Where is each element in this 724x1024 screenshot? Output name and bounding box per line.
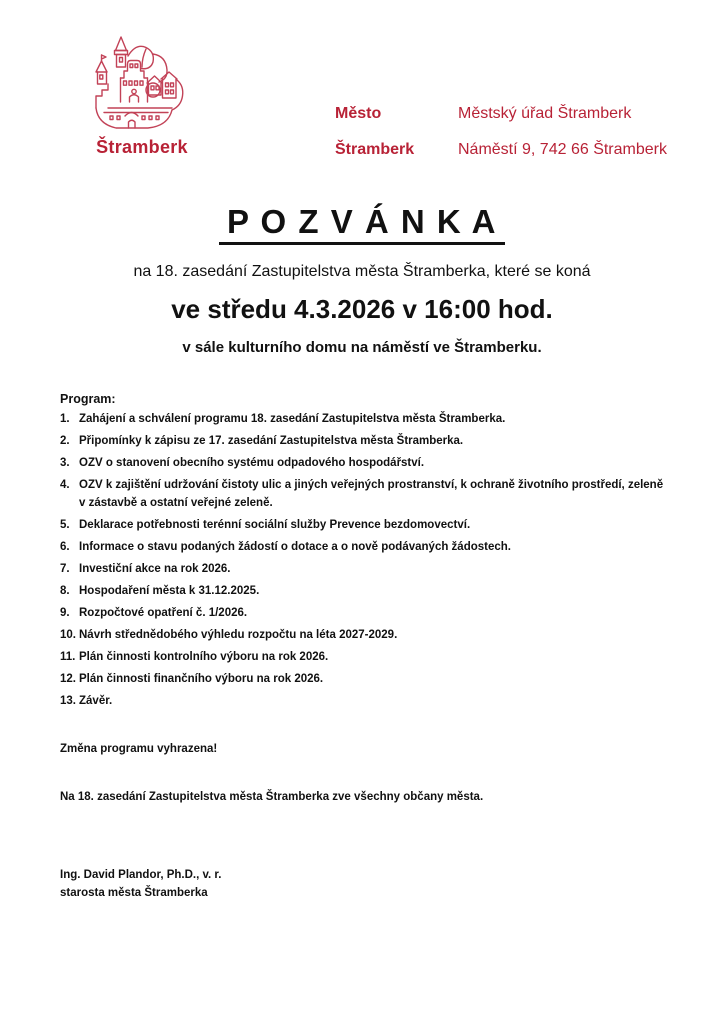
item-number: 11. [60,650,76,663]
program-item [60,454,664,472]
program-item [60,582,664,600]
item-text: Informace o stavu podaných žádostí o dotace a o nově podávaných žádostech. [79,540,511,553]
program-item [60,560,664,578]
item-number: 5. [60,518,70,531]
program-item [60,648,664,666]
page-title: P O Z V Á N K A [219,205,505,245]
letterhead-label-city: Město [335,105,382,122]
document-body [60,205,664,902]
item-number: 13. [60,694,76,707]
item-number: 3. [60,456,70,469]
signature-block [60,866,664,902]
item-number: 10. [60,628,76,641]
letterhead-office: Městský úřad Štramberk [458,105,632,122]
item-number: 8. [60,584,70,597]
signature-name: Ing. David Plandor, Ph.D., v. r. [60,868,222,881]
item-number: 12. [60,672,76,685]
item-text: Deklarace potřebnosti terénní sociální služby Prevence bezdomovectví. [79,518,471,531]
program-item [60,476,664,512]
program-heading: Program: [60,391,116,406]
signature-role: starosta města Štramberka [60,886,208,899]
letterhead [335,104,667,159]
item-text: Návrh střednědobého výhledu rozpočtu na léta 2027-2029. [79,628,398,641]
item-text: OZV k zajištění udržování čistoty ulic a jiných veřejných prostranství, k ochraně životního prostředí, zeleně v zástavbě a ostatní veřejné zeleně. [79,478,664,509]
item-text: Závěr. [79,694,113,707]
program-item [60,516,664,534]
item-text: Hospodaření města k 31.12.2025. [79,584,260,597]
item-text: Plán činnosti kontrolního výboru na rok 2026. [79,650,329,663]
item-text: Rozpočtové opatření č. 1/2026. [79,606,248,619]
program-item [60,626,664,644]
invitation-datetime: ve středu 4.3.2026 v 16:00 hod. [171,293,553,324]
program-item [60,432,664,450]
item-number: 1. [60,412,70,425]
invitation-note: Na 18. zasedání Zastupitelstva města Štramberka zve všechny občany města. [60,790,484,803]
letterhead-label-town: Štramberk [335,141,415,158]
invitation-venue: v sále kulturního domu na náměstí ve Štramberku. [182,338,542,356]
program-item [60,670,664,688]
change-notice: Změna programu vyhrazena! [60,742,218,755]
item-text: Plán činnosti finančního výboru na rok 2026. [79,672,324,685]
stramberk-town-logo-icon [92,34,192,132]
item-number: 6. [60,540,70,553]
letterhead-address: Náměstí 9, 742 66 Štramberk [458,141,667,158]
logo-wordmark: Štramberk [96,137,188,157]
item-number: 9. [60,606,70,619]
invitation-subtitle: na 18. zasedání Zastupitelstva města Štramberka, které se koná [133,262,591,280]
item-text: Zahájení a schválení programu 18. zasedání Zastupitelstva města Štramberka. [79,412,506,425]
program-item [60,692,664,710]
item-number: 7. [60,562,70,575]
item-text: Investiční akce na rok 2026. [79,562,231,575]
item-text: Připomínky k zápisu ze 17. zasedání Zastupitelstva města Štramberka. [79,434,464,447]
program-item [60,538,664,556]
item-number: 4. [60,478,70,491]
program-list [60,410,664,710]
program-item [60,604,664,622]
item-number: 2. [60,434,70,447]
stramberk-logo [86,34,198,158]
item-text: OZV o stanovení obecního systému odpadového hospodářství. [79,456,425,469]
program-item [60,410,664,428]
